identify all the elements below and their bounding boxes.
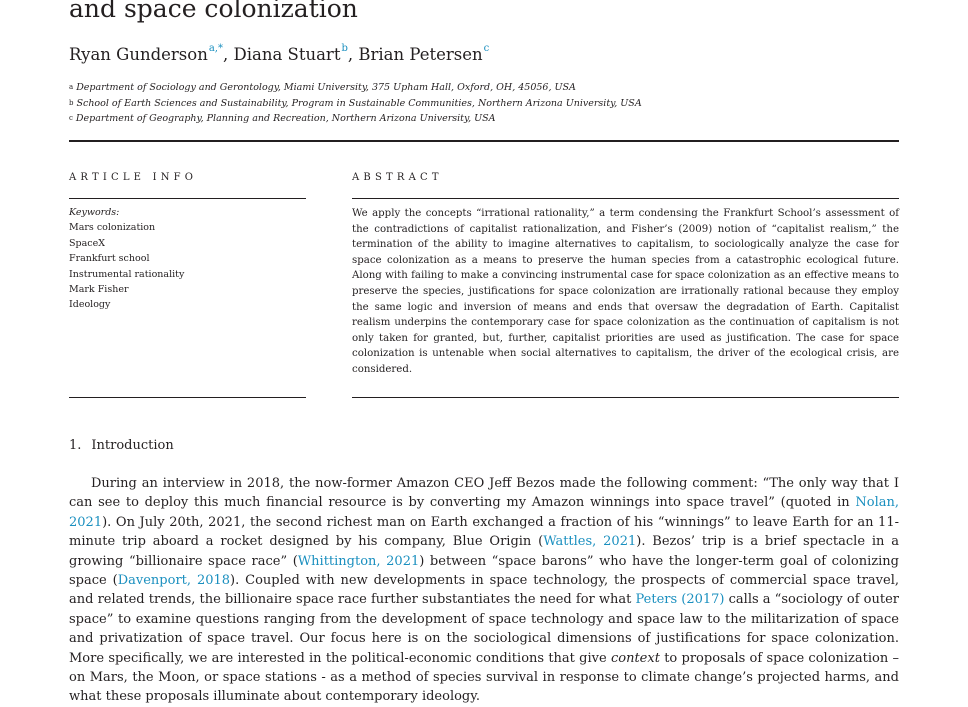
abstract-text: We apply the concepts “irrational rationality,” a term condensing the Frankfurt School’s assessment of the contradictions of capitalist rationalization, and Fisher’s (2009) notion of “capitalist realism,” the termination of the ability to imagine alternatives to capitalism, to sociologically analyze the case for space colonization as a means to preserve the human species from a catastrophic ecological future. Along with failing to make a convincing instrumental case for space colonization as an effective means to preserve the species, justifications for space colonization are irrationally rational because they employ the same logic and inversion of means and ends that oversaw the degradation of Earth. Capitalist realism underpins the contemporary case for space colonization as the continuation of capitalism is not only taken for granted, but, further, capitalist priorities are used as justification. The case for space colonization is untenable when social alternatives to capitalism, the driver of the ecological crisis, are considered. — [352, 208, 899, 375]
section-title: Introduction — [91, 438, 174, 453]
author-separator: , — [347, 45, 359, 64]
abstract-heading: ABSTRACT — [352, 172, 443, 183]
citation-link[interactable]: Peters (2017) — [635, 592, 725, 608]
affiliation-a: $^a$ Department of Sociology and Gerontology, Miami University, 375 Upham Hall, Oxford, OH, 45056, USA — [69, 82, 576, 93]
citation-link[interactable]: Davenport, 2018 — [117, 573, 231, 589]
paragraph-text: calls a “sociology of outer space” to examine questions ranging from the development of space technology and space law to the militarization of space and privatization of space travel. Our focus here is on the sociological dimensions of justifications for space colonization. More specifically, we are interested in the political-economic conditions that give — [69, 592, 899, 666]
paragraph-text: ) between “space barons” who have the longer-term goal of colonizing space ( — [69, 553, 899, 589]
keyword: SpaceX — [69, 237, 105, 249]
section-number: 1. — [69, 438, 82, 453]
article-info-divider — [69, 198, 306, 199]
author-list — [69, 45, 489, 64]
author-name[interactable]: Brian Petersen — [358, 45, 483, 64]
paragraph-text: to proposals of space colonization – on Mars, the Moon, or space stations - as a method of species survival in response to climate change’s projected harms, and what these proposals illuminate about contemporary ideology. — [69, 650, 900, 705]
emphasis-text: context — [610, 650, 660, 666]
introduction-paragraph — [69, 474, 899, 707]
affiliation-marker[interactable]: c — [483, 43, 490, 54]
affiliation-marker[interactable]: b — [341, 43, 348, 54]
paragraph-text: ). On July 20th, 2021, the second richest man on Earth exchanged a fraction of his “winnings” to leave Earth for an 11-minute trip aboard a rocket designed by his company, Blue Origin ( — [69, 514, 899, 550]
citation-link[interactable]: Nolan, 2021 — [69, 495, 899, 530]
keyword: Ideology — [69, 299, 111, 311]
paragraph-text: During an interview in 2018, the now-former Amazon CEO Jeff Bezos made the following comment: “The only way that I can see to deploy this much financial resource is by converting my Amazon winnings into space travel” (quoted in — [69, 476, 899, 511]
section-heading-introduction — [69, 438, 174, 453]
header-divider — [69, 140, 899, 142]
keyword: Frankfurt school — [69, 253, 150, 265]
keywords-label: Keywords: — [69, 207, 120, 218]
abstract-divider — [352, 198, 899, 199]
paragraph-text: ). Bezos’ trip is a brief spectacle in a growing “billionaire space race” ( — [69, 534, 900, 569]
article-info-heading: ARTICLE INFO — [69, 172, 198, 183]
affiliation-c: $^c$ Department of Geography, Planning and Recreation, Northern Arizona University, USA — [69, 113, 496, 124]
abstract-bottom-divider — [352, 397, 899, 398]
keyword: Mars colonization — [69, 222, 156, 234]
author-separator: , — [222, 45, 234, 64]
keyword: Instrumental rationality — [69, 268, 185, 280]
affiliation-b: $^b$ School of Earth Sciences and Sustainability, Program in Sustainable Communities, Northern Arizona University, USA — [69, 97, 642, 109]
author-name[interactable]: Diana Stuart — [233, 45, 341, 64]
affiliation-marker[interactable]: a,* — [208, 43, 223, 54]
citation-link[interactable]: Whittington, 2021 — [297, 553, 420, 569]
keywords-list — [69, 205, 184, 313]
paragraph-text: ). Coupled with new developments in space technology, the prospects of commercial space travel, and related trends, the billionaire space race further substantiates the need for what — [69, 573, 899, 608]
citation-link[interactable]: Wattles, 2021 — [543, 534, 637, 550]
paper-title: and space colonization — [69, 0, 358, 23]
keyword: Mark Fisher — [69, 284, 129, 296]
author-name[interactable]: Ryan Gunderson — [69, 45, 208, 64]
affiliations — [69, 80, 642, 127]
article-info-bottom-divider — [69, 397, 306, 398]
